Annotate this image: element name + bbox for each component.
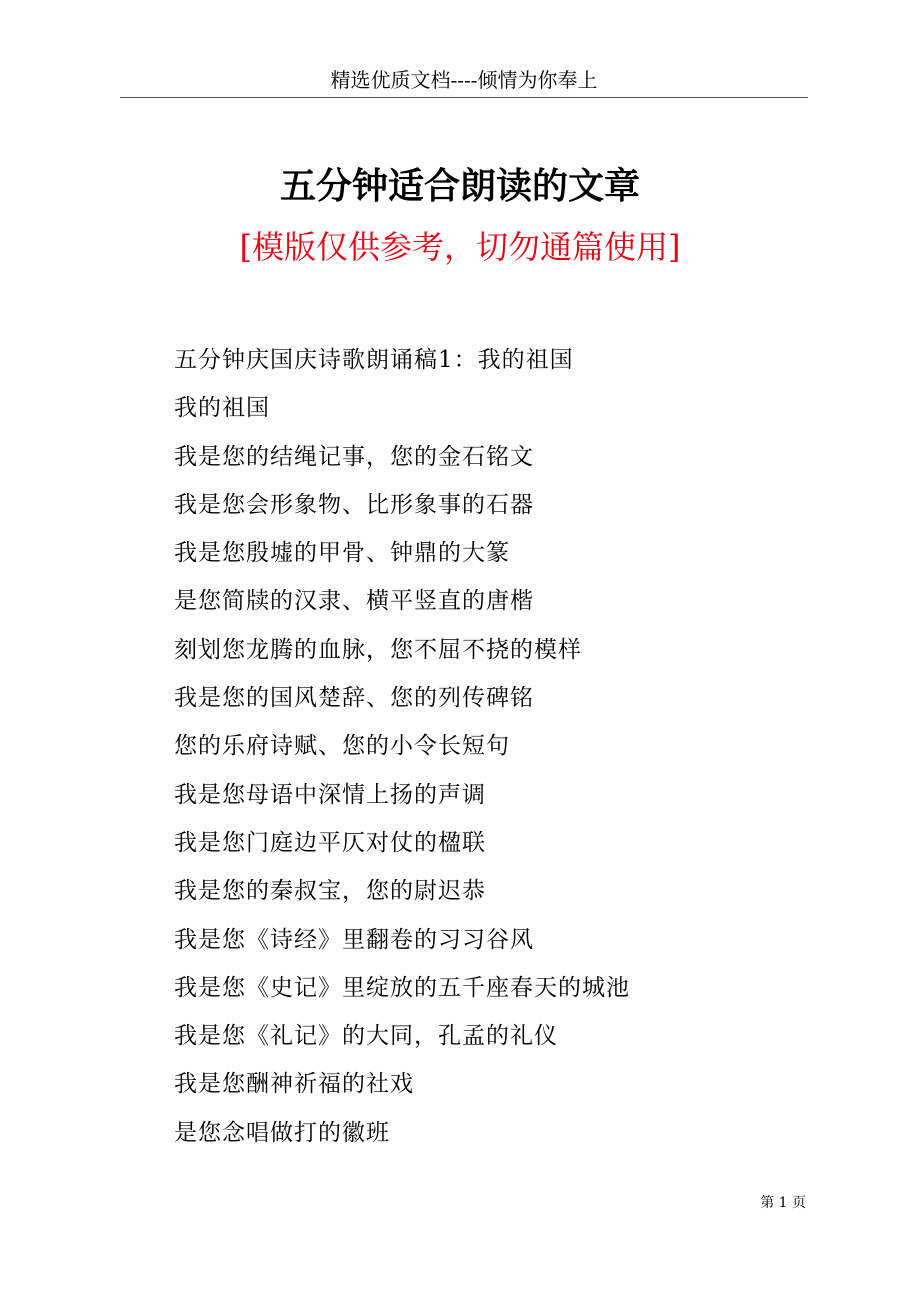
poem-line: 您的乐府诗赋、您的小令长短句 bbox=[174, 733, 510, 760]
poem-line: 我是您母语中深情上扬的声调 bbox=[174, 781, 486, 808]
poem-line: 是您简牍的汉隶、横平竖直的唐楷 bbox=[174, 588, 534, 615]
header-divider bbox=[120, 97, 808, 98]
page-number: 第 1 页 bbox=[760, 1195, 806, 1211]
poem-line: 我是您《史记》里绽放的五千座春天的城池 bbox=[174, 974, 630, 1001]
document-title: 五分钟适合朗读的文章 bbox=[279, 165, 640, 207]
poem-line: 我是您酬神祈福的社戏 bbox=[174, 1071, 414, 1098]
document-subtitle: [模版仅供参考，切勿通篇使用] bbox=[239, 228, 681, 266]
poem-line: 我是您的秦叔宝，您的尉迟恭 bbox=[174, 878, 486, 905]
poem-body bbox=[174, 336, 814, 1157]
poem-line: 刻划您龙腾的血脉，您不屈不挠的模样 bbox=[174, 636, 582, 663]
poem-line: 我是您殷墟的甲骨、钟鼎的大篆 bbox=[174, 540, 510, 567]
poem-line: 我是您门庭边平仄对仗的楹联 bbox=[174, 829, 486, 856]
poem-line: 我是您的国风楚辞、您的列传碑铭 bbox=[174, 685, 534, 712]
poem-line: 我是您《诗经》里翻卷的习习谷风 bbox=[174, 926, 534, 953]
poem-line: 五分钟庆国庆诗歌朗诵稿1：我的祖国 bbox=[174, 347, 574, 373]
poem-line: 我是您会形象物、比形象事的石器 bbox=[174, 491, 534, 518]
poem-line: 我是您《礼记》的大同，孔孟的礼仪 bbox=[174, 1023, 558, 1050]
poem-line: 我的祖国 bbox=[174, 395, 270, 422]
page-header: 精选优质文档----倾情为你奉上 bbox=[330, 68, 598, 92]
poem-line: 我是您的结绳记事，您的金石铭文 bbox=[174, 443, 534, 470]
poem-line: 是您念唱做打的徽班 bbox=[174, 1119, 390, 1146]
